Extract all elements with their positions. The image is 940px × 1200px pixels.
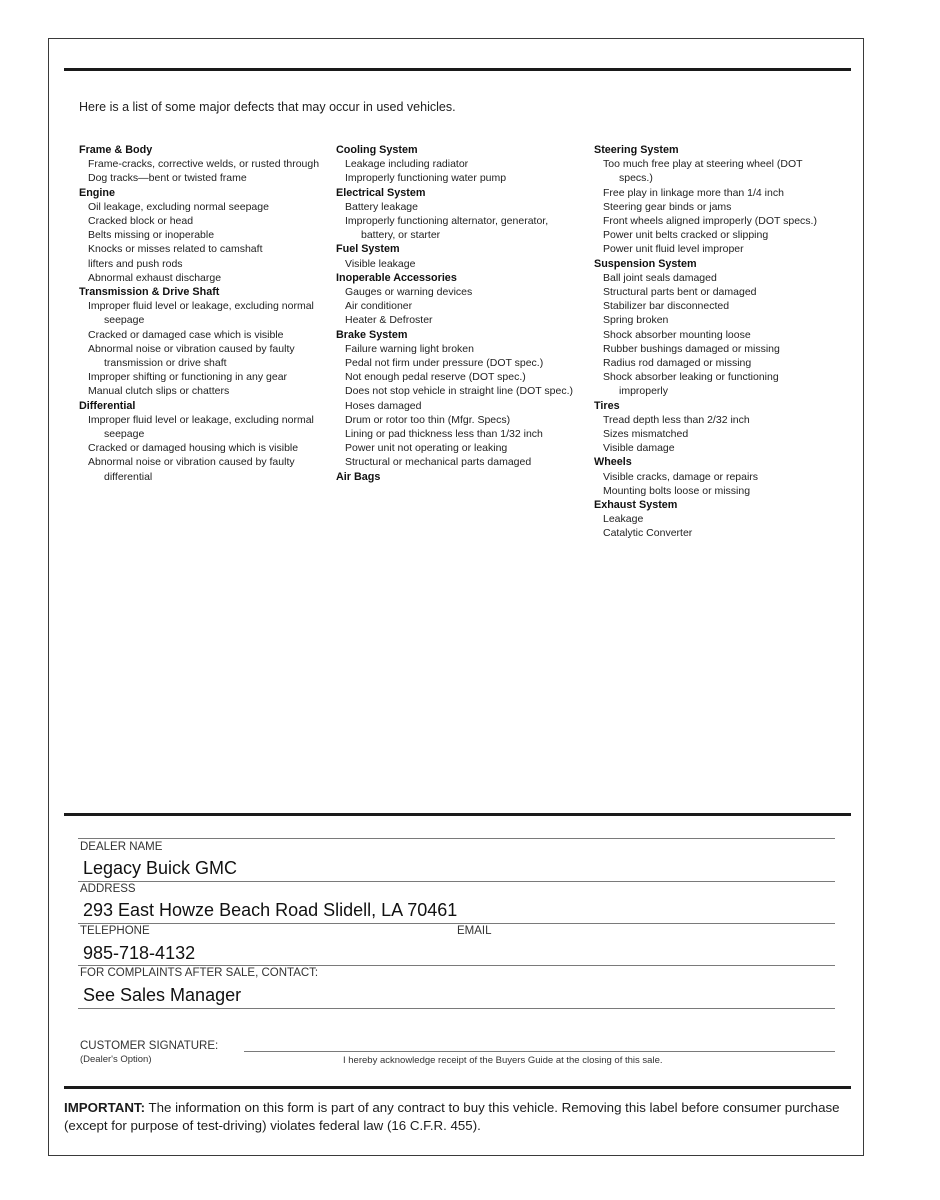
defect-item: Improper fluid level or leakage, excluding normal seepage bbox=[88, 413, 314, 441]
defect-item: Steering gear binds or jams bbox=[603, 200, 732, 213]
section-title: Transmission & Drive Shaft bbox=[79, 286, 220, 299]
field-divider bbox=[78, 965, 835, 966]
middle-divider bbox=[64, 813, 851, 816]
defect-item: Cracked or damaged housing which is visible bbox=[88, 442, 299, 455]
defect-item: Mounting bolts loose or missing bbox=[603, 484, 751, 497]
defect-item: Visible leakage bbox=[345, 257, 416, 270]
defect-item: Abnormal exhaust discharge bbox=[88, 271, 222, 284]
telephone-label: TELEPHONE bbox=[80, 925, 150, 937]
defect-item: Dog tracks—bent or twisted frame bbox=[88, 172, 247, 185]
defect-item: Catalytic Converter bbox=[603, 527, 693, 540]
section-title: Differential bbox=[79, 399, 136, 412]
section-title: Suspension System bbox=[594, 257, 697, 270]
customer-signature-label: CUSTOMER SIGNATURE: bbox=[80, 1040, 219, 1052]
dealer-option-note: (Dealer's Option) bbox=[80, 1054, 152, 1065]
defect-item: Abnormal noise or vibration caused by faulty transmission or drive shaft bbox=[88, 342, 295, 370]
defect-item: Air conditioner bbox=[345, 300, 413, 313]
defect-item: Hoses damaged bbox=[345, 399, 422, 412]
defect-item: Shock absorber leaking or functioning improperly bbox=[603, 371, 779, 398]
section-title: Cooling System bbox=[336, 144, 418, 156]
defect-item: Sizes mismatched bbox=[603, 428, 689, 441]
section-title: Exhaust System bbox=[594, 499, 678, 512]
section-title: Electrical System bbox=[336, 186, 426, 199]
defect-item: Pedal not firm under pressure (DOT spec.) bbox=[345, 357, 544, 370]
defect-item: Power unit belts cracked or slipping bbox=[603, 229, 769, 242]
defect-item: Leakage including radiator bbox=[345, 158, 469, 171]
defect-item: Battery leakage bbox=[345, 200, 418, 213]
section-title: Frame & Body bbox=[79, 144, 153, 156]
defect-item: Does not stop vehicle in straight line (DOT spec.) bbox=[345, 385, 573, 398]
defect-item: Not enough pedal reserve (DOT spec.) bbox=[345, 371, 526, 384]
address-label: ADDRESS bbox=[80, 883, 136, 895]
defect-item: lifters and push rods bbox=[88, 257, 183, 270]
field-divider bbox=[78, 881, 835, 882]
section-title: Tires bbox=[594, 399, 620, 412]
signature-line[interactable] bbox=[244, 1051, 835, 1052]
section-title: Fuel System bbox=[336, 243, 400, 256]
telephone-value: 985-718-4132 bbox=[83, 943, 196, 963]
defect-item: Frame-cracks, corrective welds, or rusted through bbox=[88, 158, 320, 171]
defect-item: Visible cracks, damage or repairs bbox=[603, 470, 759, 483]
email-label: EMAIL bbox=[457, 925, 492, 937]
defect-item: Shock absorber mounting loose bbox=[603, 328, 751, 341]
bottom-divider bbox=[64, 1086, 851, 1089]
defect-item: Failure warning light broken bbox=[345, 342, 474, 355]
section-title: Engine bbox=[79, 186, 115, 199]
section-title: Air Bags bbox=[336, 470, 381, 483]
field-divider bbox=[78, 1008, 835, 1009]
dealer-name-value: Legacy Buick GMC bbox=[83, 858, 238, 878]
complaints-value: See Sales Manager bbox=[83, 985, 242, 1005]
defect-item: Too much free play at steering wheel (DOT specs.) bbox=[603, 158, 803, 185]
defect-item: Gauges or warning devices bbox=[345, 286, 473, 299]
defect-item: Ball joint seals damaged bbox=[603, 271, 717, 284]
defect-item: Improper fluid level or leakage, excluding normal seepage bbox=[88, 300, 314, 327]
address-value: 293 East Howze Beach Road Slidell, LA 70461 bbox=[83, 900, 458, 920]
defect-item: Structural or mechanical parts damaged bbox=[345, 456, 532, 469]
defect-item: Knocks or misses related to camshaft bbox=[88, 243, 263, 256]
defect-item: Rubber bushings damaged or missing bbox=[603, 342, 780, 355]
defect-item: Drum or rotor too thin (Mfgr. Specs) bbox=[345, 413, 511, 426]
defect-item: Visible damage bbox=[603, 442, 675, 455]
intro-text: Here is a list of some major defects that may occur in used vehicles. bbox=[79, 100, 456, 114]
defect-item: Power unit not operating or leaking bbox=[345, 442, 508, 455]
top-divider bbox=[64, 68, 851, 71]
important-notice bbox=[64, 1099, 854, 1135]
defect-item: Structural parts bent or damaged bbox=[603, 286, 757, 299]
defect-item: Front wheels aligned improperly (DOT specs.) bbox=[603, 215, 817, 228]
defect-item: Stabilizer bar disconnected bbox=[603, 300, 730, 313]
field-divider bbox=[78, 838, 835, 839]
section-title: Brake System bbox=[336, 328, 408, 341]
defect-item: Free play in linkage more than 1/4 inch bbox=[603, 186, 784, 199]
defect-item: Manual clutch slips or chatters bbox=[88, 385, 230, 398]
defect-item: Cracked block or head bbox=[88, 215, 194, 228]
defects-column-3 bbox=[594, 143, 824, 541]
defects-column-1 bbox=[79, 143, 324, 484]
defect-item: Radius rod damaged or missing bbox=[603, 357, 752, 370]
dealer-name-label: DEALER NAME bbox=[80, 841, 163, 853]
section-title: Inoperable Accessories bbox=[336, 271, 457, 284]
defect-item: Belts missing or inoperable bbox=[88, 229, 215, 242]
defect-item: Cracked or damaged case which is visible bbox=[88, 328, 284, 341]
acknowledge-text: I hereby acknowledge receipt of the Buyers Guide at the closing of this sale. bbox=[343, 1055, 663, 1066]
defect-item: Improperly functioning water pump bbox=[345, 172, 507, 185]
defect-item: Improper shifting or functioning in any gear bbox=[88, 371, 288, 384]
defects-column-2 bbox=[336, 143, 581, 484]
defect-item: Leakage bbox=[603, 513, 644, 526]
defect-item: Spring broken bbox=[603, 314, 669, 327]
complaints-label: FOR COMPLAINTS AFTER SALE, CONTACT: bbox=[80, 967, 319, 979]
defect-item: Lining or pad thickness less than 1/32 inch bbox=[345, 428, 543, 441]
defect-item: Improperly functioning alternator, generator, battery, or starter bbox=[345, 215, 549, 242]
field-divider bbox=[78, 923, 835, 924]
defect-item: Oil leakage, excluding normal seepage bbox=[88, 200, 269, 213]
defect-item: Abnormal noise or vibration caused by faulty differential bbox=[88, 456, 295, 483]
section-title: Steering System bbox=[594, 144, 679, 156]
important-text: The information on this form is part of any contract to buy this vehicle. Removing this label before consumer purchase (except for purpose of test-driving) violates federal law (16 C.F.R. 455). bbox=[64, 1100, 840, 1133]
defect-item: Power unit fluid level improper bbox=[603, 243, 744, 256]
defect-item: Heater & Defroster bbox=[345, 314, 433, 327]
defect-item: Tread depth less than 2/32 inch bbox=[603, 413, 750, 426]
section-title: Wheels bbox=[594, 456, 632, 469]
important-label: IMPORTANT: bbox=[64, 1100, 146, 1115]
